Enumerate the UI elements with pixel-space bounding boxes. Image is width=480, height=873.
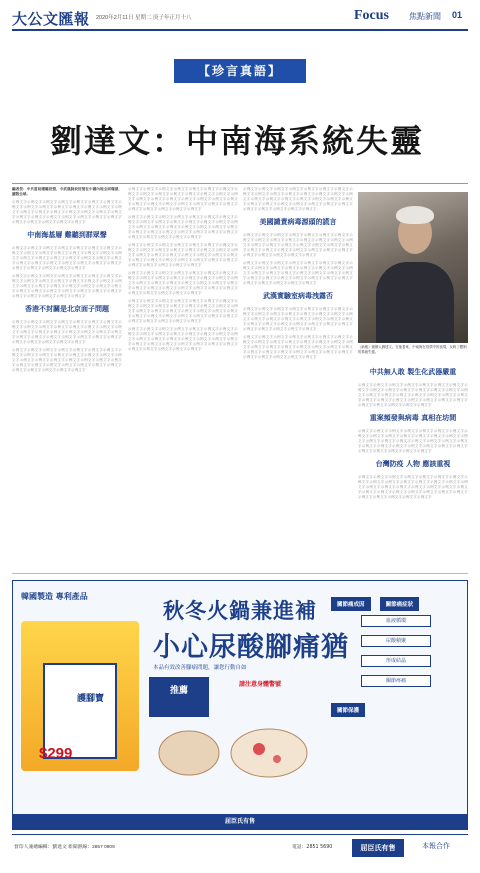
- article-column-1: [12, 187, 122, 564]
- body-text: 示例文字示例文字示例文字示例文字示例文字示例文字示例文字示例文字示例文字示例文字示例文字示例文字示例文字示例文字示例文字示例文字示例文字示例文字示例文字示例文字示例文字示例文字示例文字示例文字示例文字示例文字示例文字示例文字示例文字示例文字示例文字示例文字示例文字示例文字: [243, 335, 353, 359]
- portrait-photo: [358, 192, 468, 343]
- headline: 劉達文：中南海系統失靈: [50, 122, 425, 160]
- body-text: 示例文字示例文字示例文字示例文字示例文字示例文字示例文字示例文字示例文字示例文字示例文字示例文字示例文字示例文字示例文字示例文字示例文字示例文字示例文字示例文字示例文字示例文字示例文字示例文字示例文字示例文字示例文字示例文字示例文字示例文字示例文字示例文字示例文字示例文字: [128, 215, 238, 239]
- body-text: 示例文字示例文字示例文字示例文字示例文字示例文字示例文字示例文字示例文字示例文字示例文字示例文字示例文字示例文字示例文字示例文字示例文字示例文字示例文字示例文字示例文字示例文字示例文字示例文字示例文字示例文字示例文字示例文字示例文字示例文字示例文字示例文字示例文字示例文字: [128, 271, 238, 295]
- warning-title: 請注意身體警號: [239, 681, 282, 688]
- joint-diagram-icon: [149, 719, 319, 787]
- advertisement[interactable]: [12, 580, 468, 830]
- body-text: 示例文字示例文字示例文字示例文字示例文字示例文字示例文字示例文字示例文字示例文字示例文字示例文字示例文字示例文字示例文字示例文字示例文字示例文字示例文字示例文字示例文字示例文字示例文字示例文字示例文字示例文字示例文字示例文字示例文字示例文字示例文字示例文字示例文字示例文字: [243, 307, 353, 331]
- body-text: 示例文字示例文字示例文字示例文字示例文字示例文字示例文字示例文字示例文字示例文字示例文字示例文字示例文字示例文字示例文字示例文字示例文字示例文字示例文字示例文字示例文字示例文字示例文字示例文字示例文字示例文字示例文字示例文字示例文字示例文字示例文字示例文字示例文字示例文字: [12, 348, 122, 373]
- subheading: 武漢實驗室病毒洩露否: [263, 292, 333, 300]
- headline-rule: [12, 183, 468, 184]
- subheading: 中共無人敢 製生化武器嚴重: [369, 368, 457, 376]
- ad-info-panel: [331, 591, 461, 819]
- flow-step: 關節疼痛: [361, 675, 431, 687]
- article-column-3: [243, 187, 353, 564]
- body-text: 示例文字示例文字示例文字示例文字示例文字示例文字示例文字示例文字示例文字示例文字示例文字示例文字示例文字示例文字示例文字示例文字示例文字示例文字示例文字示例文字示例文字示例文字示例文字示例文字示例文字示例文字示例文字示例文字示例文字示例文字示例文字示例文字示例文字示例文字: [243, 233, 353, 257]
- body-text: 示例文字示例文字示例文字示例文字示例文字示例文字示例文字示例文字示例文字示例文字示例文字示例文字示例文字示例文字示例文字示例文字示例文字示例文字示例文字示例文字示例文字示例文字示例文字示例文字示例文字示例文字示例文字示例文字示例文字示例文字示例文字示例文字示例文字示例文字: [243, 187, 353, 211]
- photo-hair: [396, 206, 434, 224]
- flow-step: 血液循環: [361, 615, 431, 627]
- product-price: $299: [39, 745, 73, 762]
- ad-title-line-2: 小心尿酸腳痛猶: [153, 632, 349, 663]
- article-column-2: [128, 187, 238, 564]
- series-banner: 【珍言真語】: [174, 59, 306, 83]
- article-divider: [12, 573, 468, 574]
- body-text: 示例文字示例文字示例文字示例文字示例文字示例文字示例文字示例文字示例文字示例文字示例文字示例文字示例文字示例文字示例文字示例文字示例文字示例文字示例文字示例文字示例文字示例文字示例文字示例文字示例文字示例文字示例文字示例文字示例文字示例文字示例文字示例文字示例文字示例文字: [128, 299, 238, 323]
- ad-tagline: 本品有效改善腳痛問題，讓您行動自如: [153, 665, 247, 671]
- ad-feature-area: [149, 677, 319, 817]
- dateline: 2020年2月11日 星期二 庚子年正月十八: [96, 15, 192, 21]
- subheading: 重案頻發與病毒 真相在坊間: [369, 414, 457, 422]
- page-header: [0, 0, 480, 50]
- recommendation-badge: 推薦: [149, 677, 209, 717]
- ad-title-line-1: 秋冬火鍋兼進補: [163, 599, 317, 623]
- subheading: 美國譴責病毒源頭的謊言: [259, 218, 337, 226]
- ad-tab[interactable]: 關節痛成因: [331, 597, 371, 611]
- body-text: 示例文字示例文字示例文字示例文字示例文字示例文字示例文字示例文字示例文字示例文字示例文字示例文字示例文字示例文字示例文字示例文字示例文字示例文字示例文字示例文字示例文字示例文字示例文字示例文字示例文字示例文字示例文字示例文字示例文字示例文字示例文字示例文字示例文字示例文字: [128, 187, 238, 211]
- partner-logo: 本報合作: [422, 842, 450, 850]
- section-label: 焦點新聞: [409, 12, 441, 21]
- article-lead: 編者按：中共當局隱瞞疫情，令武漢肺炎疫情在中國內地全面爆發，擴散全球。: [12, 187, 122, 197]
- body-text: 示例文字示例文字示例文字示例文字示例文字示例文字示例文字示例文字示例文字示例文字示例文字示例文字示例文字示例文字示例文字示例文字示例文字示例文字示例文字示例文字示例文字示例文字示例文字示例文字示例文字示例文字示例文字示例文字示例文字示例文字示例文字示例文字示例文字示例文字: [358, 429, 468, 453]
- focus-label: Focus: [354, 8, 389, 23]
- newspaper-logo: 大公文匯報: [12, 10, 90, 28]
- subheading: 台灣防疫 人物 應該重視: [375, 460, 451, 468]
- article-column-4: [358, 362, 468, 564]
- flow-step: 形成結晶: [361, 655, 431, 667]
- ad-tab[interactable]: 關節保護: [331, 703, 365, 717]
- ad-product-image: [21, 621, 139, 771]
- footer-info: 督印人兼總編輯：劉達文 新聞熱線：2857 0909: [14, 845, 115, 850]
- ad-brand: 韓國製造 專利產品: [21, 592, 88, 601]
- header-rule: [12, 29, 468, 31]
- photo-caption: 《新報》創辦人劉達文。在他看來，中南海在疫情中的表現，反映了體制的系統失靈。: [358, 345, 467, 354]
- ad-footer-bar: 屈臣氏有售: [13, 814, 467, 829]
- subheading: 中南海基層 難聽到群眾聲: [27, 231, 107, 240]
- body-text: 示例文字示例文字示例文字示例文字示例文字示例文字示例文字示例文字示例文字示例文字示例文字示例文字示例文字示例文字示例文字示例文字示例文字示例文字示例文字示例文字示例文字示例文字示例文字示例文字示例文字示例文字示例文字示例文字示例文字示例文字示例文字示例文字示例文字示例文字: [12, 246, 122, 271]
- subheading: 香港不封關是北京面子問題: [25, 305, 109, 314]
- flow-step: 尿酸積聚: [361, 635, 431, 647]
- body-text: 示例文字示例文字示例文字示例文字示例文字示例文字示例文字示例文字示例文字示例文字示例文字示例文字示例文字示例文字示例文字示例文字示例文字示例文字示例文字示例文字示例文字示例文字示例文字示例文字示例文字示例文字示例文字示例文字示例文字示例文字示例文字示例文字示例文字示例文字: [12, 320, 122, 345]
- body-text: 示例文字示例文字示例文字示例文字示例文字示例文字示例文字示例文字示例文字示例文字示例文字示例文字示例文字示例文字示例文字示例文字示例文字示例文字示例文字示例文字示例文字示例文字示例文字示例文字示例文字示例文字示例文字示例文字示例文字示例文字示例文字示例文字示例文字示例文字: [243, 261, 353, 285]
- body-text: 示例文字示例文字示例文字示例文字示例文字示例文字示例文字示例文字示例文字示例文字示例文字示例文字示例文字示例文字示例文字示例文字示例文字示例文字示例文字示例文字示例文字示例文字示例文字示例文字示例文字示例文字示例文字示例文字示例文字示例文字示例文字示例文字示例文字示例文字: [128, 243, 238, 267]
- page-number: 01: [452, 10, 463, 20]
- product-name: 護腳寶: [77, 694, 105, 704]
- body-text: 示例文字示例文字示例文字示例文字示例文字示例文字示例文字示例文字示例文字示例文字示例文字示例文字示例文字示例文字示例文字示例文字示例文字示例文字示例文字示例文字示例文字示例文字示例文字示例文字示例文字示例文字示例文字示例文字示例文字示例文字示例文字示例文字示例文字示例文字: [12, 200, 122, 225]
- body-text: 示例文字示例文字示例文字示例文字示例文字示例文字示例文字示例文字示例文字示例文字示例文字示例文字示例文字示例文字示例文字示例文字示例文字示例文字示例文字示例文字示例文字示例文字示例文字示例文字示例文字示例文字示例文字示例文字示例文字示例文字示例文字示例文字示例文字示例文字: [128, 327, 238, 351]
- body-text: 示例文字示例文字示例文字示例文字示例文字示例文字示例文字示例文字示例文字示例文字示例文字示例文字示例文字示例文字示例文字示例文字示例文字示例文字示例文字示例文字示例文字示例文字示例文字示例文字示例文字示例文字示例文字示例文字示例文字示例文字示例文字示例文字示例文字示例文字: [358, 475, 468, 499]
- ad-tab[interactable]: 關節痛症狀: [380, 597, 420, 611]
- body-text: 示例文字示例文字示例文字示例文字示例文字示例文字示例文字示例文字示例文字示例文字示例文字示例文字示例文字示例文字示例文字示例文字示例文字示例文字示例文字示例文字示例文字示例文字示例文字示例文字示例文字示例文字示例文字示例文字示例文字示例文字示例文字示例文字示例文字示例文字: [358, 383, 468, 407]
- page-footer: [12, 834, 468, 864]
- photo-suit: [376, 262, 454, 343]
- body-text: 示例文字示例文字示例文字示例文字示例文字示例文字示例文字示例文字示例文字示例文字示例文字示例文字示例文字示例文字示例文字示例文字示例文字示例文字示例文字示例文字示例文字示例文字示例文字示例文字示例文字示例文字示例文字示例文字示例文字示例文字示例文字示例文字示例文字示例文字: [12, 274, 122, 299]
- footer-contact: 電話：2851 5690: [292, 845, 333, 850]
- retail-chain-badge: 屈臣氏有售: [352, 839, 404, 857]
